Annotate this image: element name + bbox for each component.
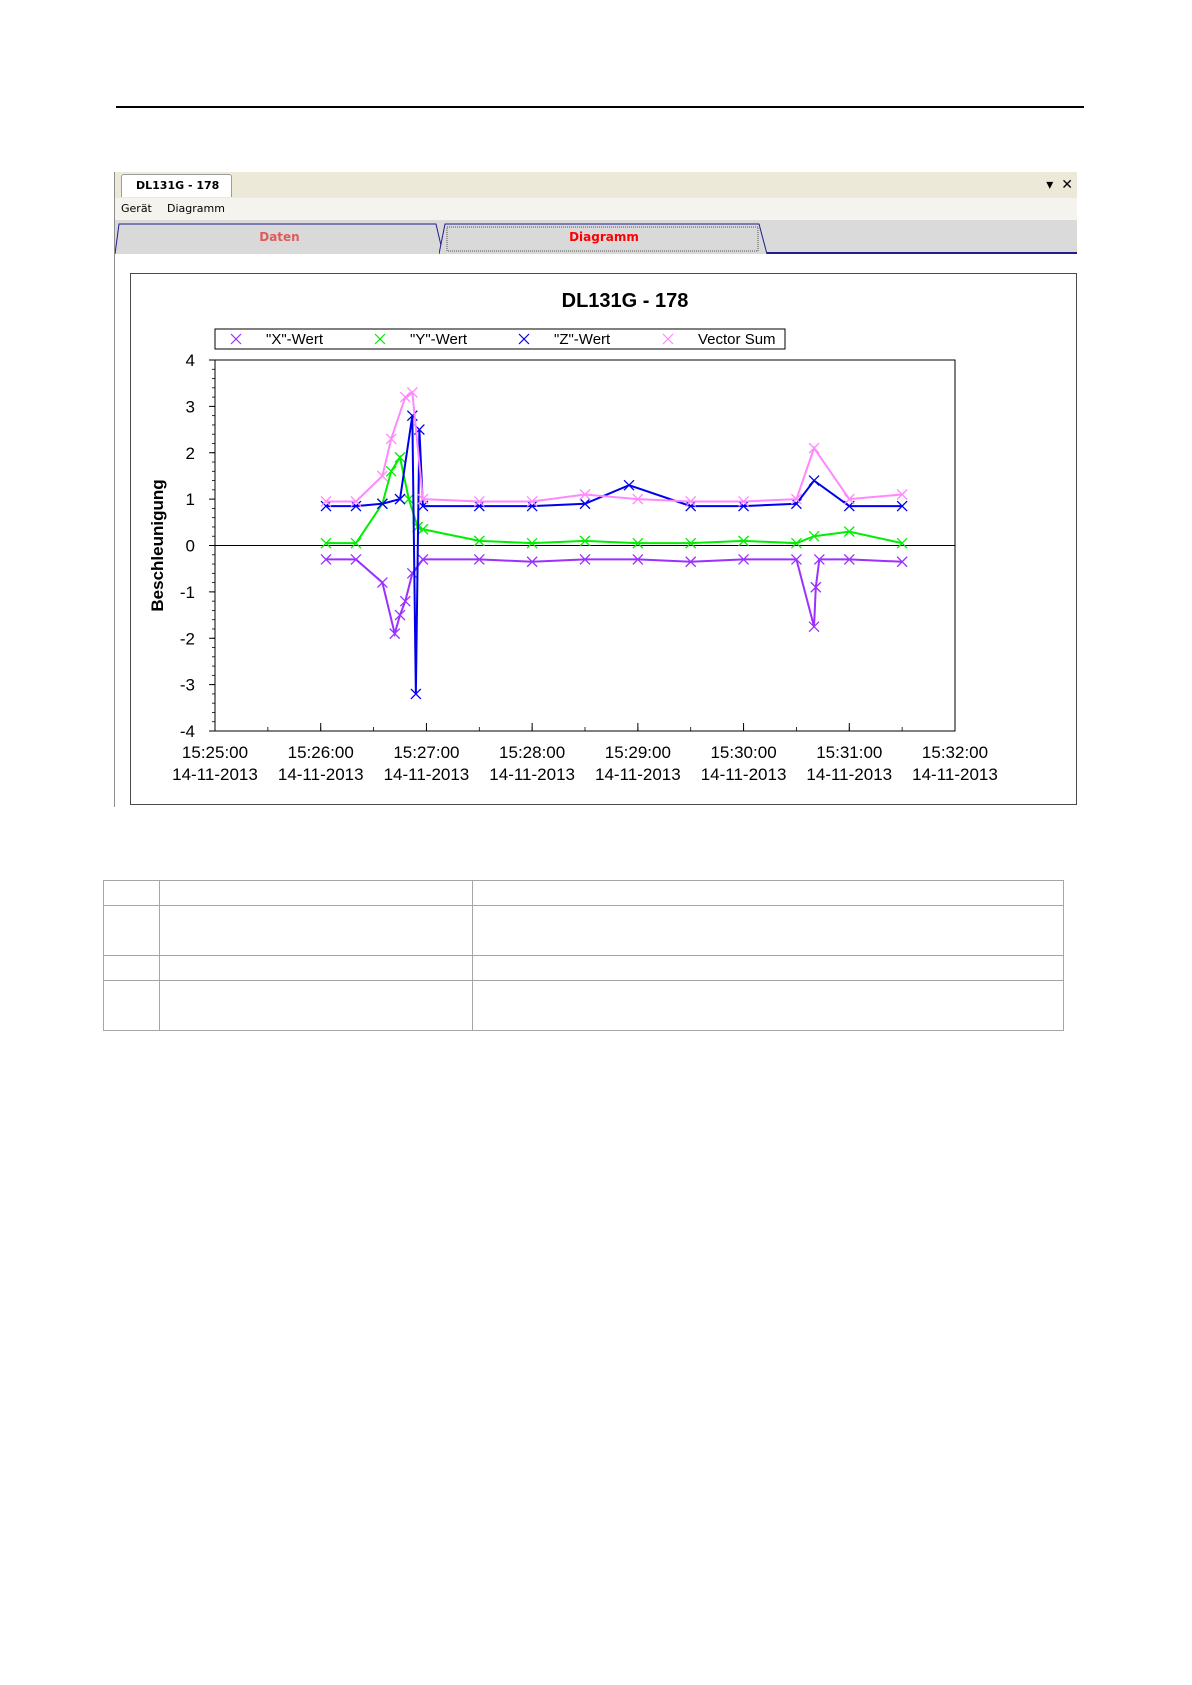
device-window <box>114 172 1077 807</box>
legend-label: "X"-Wert <box>266 331 324 348</box>
x-tick-date-label: 14-11-2013 <box>383 765 470 784</box>
tab-daten-label: Daten <box>259 230 300 244</box>
y-tick-label: -4 <box>179 722 195 741</box>
page-header-rule <box>116 106 1084 108</box>
menu-bar <box>115 198 1077 220</box>
table-cell <box>160 906 473 956</box>
table-row <box>104 981 1064 1031</box>
table-cell <box>104 906 160 956</box>
table-cell <box>473 906 1064 956</box>
legend-label: "Z"-Wert <box>554 331 611 348</box>
table-cell <box>473 981 1064 1031</box>
document-tab-strip <box>115 172 1077 198</box>
tab-daten[interactable] <box>115 223 444 254</box>
x-tick-time-label: 15:31:00 <box>816 743 883 762</box>
chart-panel <box>130 273 1077 805</box>
x-tick-date-label: 14-11-2013 <box>700 765 787 784</box>
x-tick-time-label: 15:28:00 <box>499 743 566 762</box>
y-axis-label: Beschleunigung <box>148 479 167 612</box>
tab-diagramm-label: Diagramm <box>569 230 639 244</box>
legend-label: "Y"-Wert <box>410 331 468 348</box>
legend-label: Vector Sum <box>698 331 776 348</box>
x-tick-date-label: 14-11-2013 <box>277 765 364 784</box>
table-cell <box>160 956 473 981</box>
window-controls <box>1046 175 1073 195</box>
y-tick-label: 1 <box>185 490 195 510</box>
tab-diagramm[interactable] <box>439 223 769 254</box>
x-tick-date-label: 14-11-2013 <box>172 765 258 784</box>
table-cell <box>473 956 1064 981</box>
x-tick-date-label: 14-11-2013 <box>489 765 575 784</box>
y-tick-label: -2 <box>179 629 195 649</box>
x-tick-date-label: 14-11-2013 <box>806 765 893 784</box>
table-row <box>104 881 1064 906</box>
chart-legend <box>215 329 785 349</box>
y-tick-label: 0 <box>185 536 195 556</box>
x-tick-time-label: 15:26:00 <box>287 743 354 762</box>
acceleration-chart <box>131 274 1076 804</box>
table-row <box>104 906 1064 956</box>
table-cell <box>104 981 160 1031</box>
y-tick-label: 2 <box>185 443 195 463</box>
table-cell <box>104 881 160 906</box>
x-tick-time-label: 15:29:00 <box>604 743 671 762</box>
view-tab-bar <box>115 220 1077 254</box>
close-icon[interactable]: ✕ <box>1061 177 1073 193</box>
x-tick-time-label: 15:32:00 <box>921 743 989 762</box>
document-table <box>103 880 1064 1031</box>
table-row <box>104 956 1064 981</box>
menu-item-diagramm[interactable]: Diagramm <box>167 202 225 215</box>
y-tick-label: 3 <box>185 397 195 417</box>
table-cell <box>473 881 1064 906</box>
table-cell <box>104 956 160 981</box>
table-cell <box>160 981 473 1031</box>
dropdown-arrow-icon[interactable]: ▾ <box>1046 177 1054 193</box>
chart-title: DL131G - 178 <box>561 290 689 312</box>
y-tick-label: -3 <box>179 675 195 695</box>
table-cell <box>160 881 473 906</box>
x-tick-time-label: 15:25:00 <box>181 743 249 762</box>
document-tab[interactable]: DL131G - 178 <box>121 174 232 197</box>
y-tick-label: -1 <box>179 582 195 602</box>
x-tick-time-label: 15:27:00 <box>393 743 460 762</box>
menu-item-geraet[interactable]: Gerät <box>121 202 152 215</box>
y-tick-label: 4 <box>185 351 195 370</box>
x-tick-time-label: 15:30:00 <box>710 743 777 762</box>
x-tick-date-label: 14-11-2013 <box>595 765 681 784</box>
x-tick-date-label: 14-11-2013 <box>912 765 998 784</box>
